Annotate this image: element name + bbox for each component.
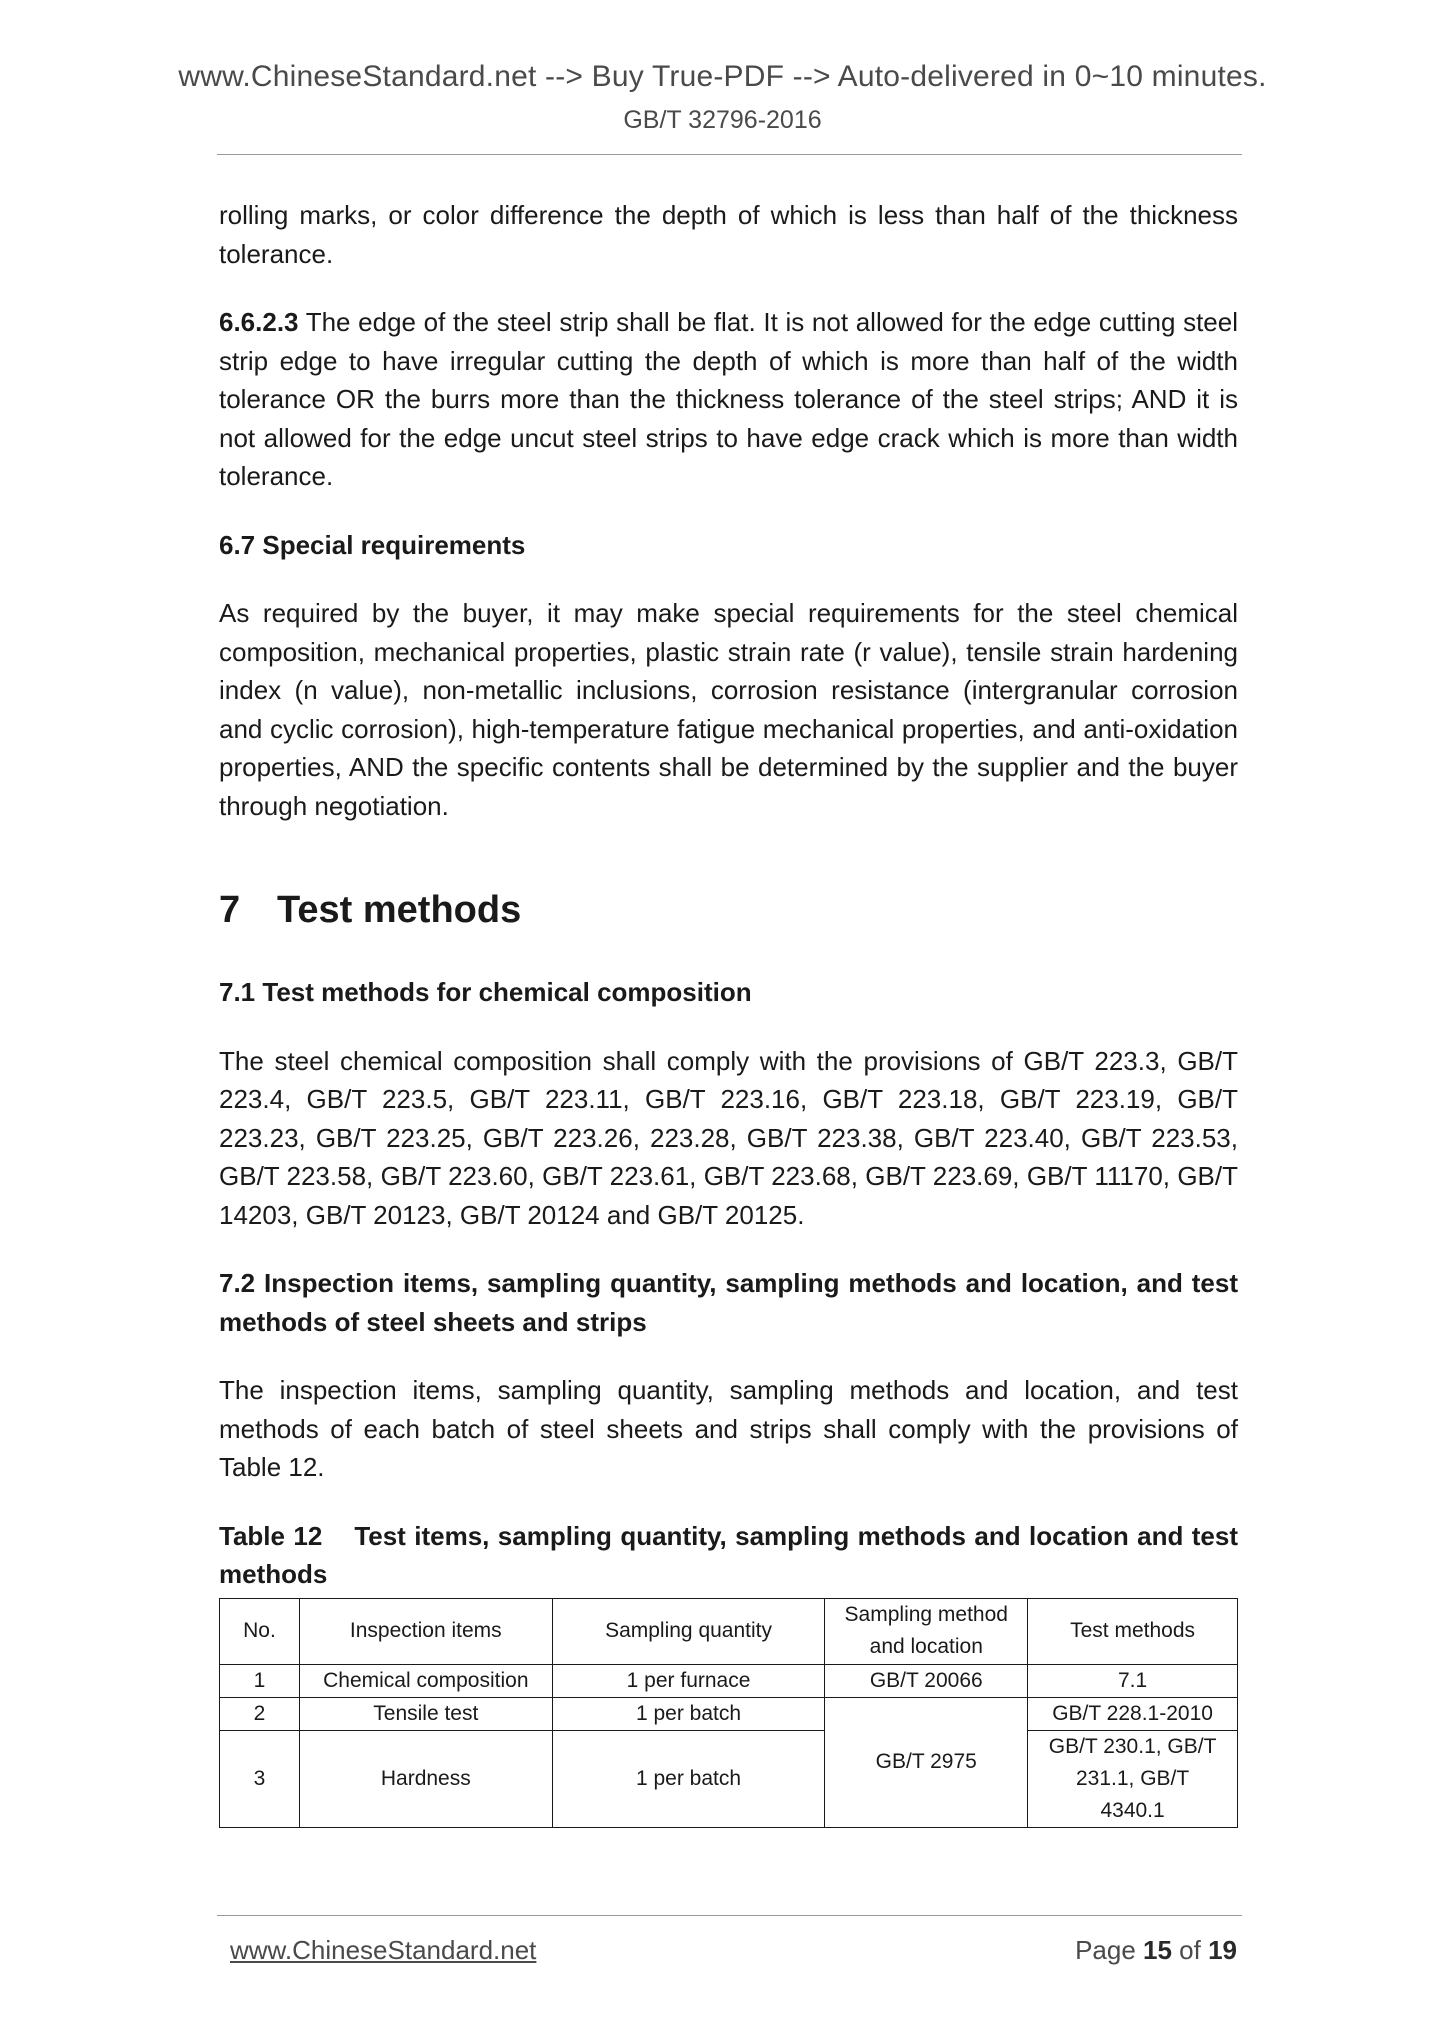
table-row <box>220 1664 1238 1697</box>
page-total: 19 <box>1208 1935 1237 1965</box>
clause-number: 6.6.2.3 <box>219 307 299 337</box>
page-prefix: Page <box>1075 1935 1144 1965</box>
cell-test: 7.1 <box>1028 1664 1238 1697</box>
cell-quantity: 1 per furnace <box>552 1664 825 1697</box>
page-number <box>1075 1935 1237 1966</box>
clause-6-6-2-3 <box>219 303 1238 496</box>
cell-no: 2 <box>220 1697 300 1730</box>
cell-test: GB/T 230.1, GB/T 231.1, GB/T 4340.1 <box>1028 1730 1238 1827</box>
test-items-table <box>219 1598 1238 1828</box>
cell-quantity: 1 per batch <box>552 1730 825 1827</box>
cell-method: GB/T 20066 <box>825 1664 1028 1697</box>
header-banner: www.ChineseStandard.net --> Buy True-PDF --> Auto-delivered in 0~10 minutes. <box>178 60 1267 93</box>
document-body <box>219 196 1238 1828</box>
cell-item: Tensile test <box>299 1697 552 1730</box>
table-number: Table 12 <box>219 1520 323 1551</box>
continued-paragraph: rolling marks, or color difference the depth of which is less than half of the thickness tolerance. <box>219 200 1238 269</box>
table-header-row <box>220 1598 1238 1664</box>
heading-6-7: 6.7 Special requirements <box>219 529 526 560</box>
footer-website-link[interactable]: www.ChineseStandard.net <box>230 1935 537 1965</box>
heading-7-1: 7.1 Test methods for chemical composition <box>219 977 752 1007</box>
cell-item: Chemical composition <box>299 1664 552 1697</box>
cell-quantity: 1 per batch <box>552 1697 825 1730</box>
page-of: of <box>1171 1935 1209 1965</box>
cell-method: GB/T 2975 <box>825 1697 1028 1827</box>
table-title: Test items, sampling quantity, sampling methods and location and test methods <box>219 1520 1239 1589</box>
cell-no: 1 <box>220 1664 300 1697</box>
header-cell: Sampling quantity <box>552 1598 825 1664</box>
page-current: 15 <box>1143 1935 1172 1965</box>
cell-no: 3 <box>220 1730 300 1827</box>
footer-divider <box>217 1915 1242 1916</box>
section-number: 7 <box>219 889 241 931</box>
table-row <box>220 1697 1238 1730</box>
heading-7-2: 7.2 Inspection items, sampling quantity, sampling methods and location, and test methods of steel sheets and strips <box>219 1268 1238 1337</box>
heading-7 <box>219 887 1238 933</box>
header-divider <box>217 154 1242 155</box>
section-title: Test methods <box>277 889 522 931</box>
clause-text: The edge of the steel strip shall be flat. It is not allowed for the edge cutting steel strip edge to have irregular cutting the depth of which is more than half of the width tolerance OR the burrs more than the thickness tolerance of the steel strips; AND it is not allowed for the edge uncut steel strips to have edge crack which is more than width tolerance. <box>219 307 1238 491</box>
standard-number: GB/T 32796-2016 <box>623 106 822 134</box>
header-cell: Inspection items <box>299 1598 552 1664</box>
cell-item: Hardness <box>299 1730 552 1827</box>
table-row <box>220 1730 1238 1827</box>
paragraph-6-7: As required by the buyer, it may make special requirements for the steel chemical composition, mechanical properties, plastic strain rate (r value), tensile strain hardening index (n value), non-metallic inclusions, corrosion resistance (intergranular corrosion and cyclic corrosion), high-temperature fatigue mechanical properties, and anti-oxidation properties, AND the specific contents shall be determined by the supplier and the buyer through negotiation. <box>219 598 1238 821</box>
table-caption <box>219 1517 1238 1594</box>
header-cell: No. <box>220 1598 300 1664</box>
header-cell: Test methods <box>1028 1598 1238 1664</box>
cell-test: GB/T 228.1-2010 <box>1028 1697 1238 1730</box>
paragraph-7-1: The steel chemical composition shall comply with the provisions of GB/T 223.3, GB/T 223.4, GB/T 223.5, GB/T 223.11, GB/T 223.16, GB/T 223.18, GB/T 223.19, GB/T 223.23, GB/T 223.25, GB/T 223.26, 223.28, GB/T 223.38, GB/T 223.40, GB/T 223.53, GB/T 223.58, GB/T 223.60, GB/T 223.61, GB/T 223.68, GB/T 223.69, GB/T 11170, GB/T 14203, GB/T 20123, GB/T 20124 and GB/T 20125. <box>219 1045 1238 1230</box>
paragraph-7-2: The inspection items, sampling quantity, sampling methods and location, and test methods of each batch of steel sheets and strips shall comply with the provisions of Table 12. <box>219 1375 1238 1482</box>
header-cell: Sampling method and location <box>825 1598 1028 1664</box>
